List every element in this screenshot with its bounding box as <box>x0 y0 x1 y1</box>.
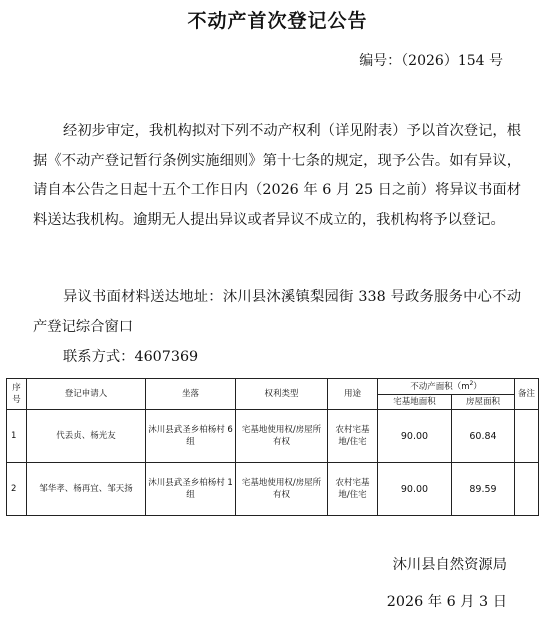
cell-land-area: 90.00 <box>378 463 452 516</box>
cell-applicant: 邹华孝、杨再宜、邹天扬 <box>27 463 146 516</box>
header-usage: 用途 <box>328 379 378 410</box>
cell-seq: 1 <box>7 410 27 463</box>
cell-location: 沐川县武圣乡柏杨村 1 组 <box>146 463 236 516</box>
notice-paragraph-main: 经初步审定，我机构拟对下列不动产权利（详见附表）予以首次登记，根据《不动产登记暂行条例实施细则》第十七条的规定，现予公告。如有异议，请自本公告之日起十五个工作日内（2026 年 6 月 25 日之前）将异议书面材料送达我机构。逾期无人提出异议或者异议不成立的，我机构将予以登记。 <box>33 123 521 228</box>
cell-house-area: 60.84 <box>452 410 515 463</box>
cell-remark <box>515 410 539 463</box>
cell-right-type: 宅基地使用权/房屋所有权 <box>236 463 328 516</box>
registration-table <box>6 378 539 516</box>
header-area-unit-superscript: 2 <box>469 380 474 387</box>
cell-remark <box>515 463 539 516</box>
header-right-type: 权利类型 <box>236 379 328 410</box>
objection-address-paragraph: 异议书面材料送达地址：沐川县沐溪镇梨园街 338 号政务服务中心不动产登记综合窗口 <box>33 289 521 335</box>
header-seq: 序号 <box>7 379 27 410</box>
cell-land-area: 90.00 <box>378 410 452 463</box>
header-remark: 备注 <box>515 379 539 410</box>
header-area-group <box>378 379 515 395</box>
header-area-label: 不动产面积（m <box>410 381 470 392</box>
contact-phone: 4607369 <box>134 349 199 365</box>
document-number: 编号：（2026）154 号 <box>359 53 503 69</box>
contact-label: 联系方式： <box>63 349 135 365</box>
table-row <box>7 410 539 463</box>
cell-applicant: 代丢贞、杨光友 <box>27 410 146 463</box>
cell-seq: 2 <box>7 463 27 516</box>
cell-house-area: 89.59 <box>452 463 515 516</box>
cell-usage: 农村宅基地/住宅 <box>328 463 378 516</box>
header-land-area: 宅基地面积 <box>378 395 452 410</box>
issue-date: 2026 年 6 月 3 日 <box>386 594 507 610</box>
notice-title: 不动产首次登记公告 <box>187 10 368 32</box>
cell-usage: 农村宅基地/住宅 <box>328 410 378 463</box>
issuing-organization: 沐川县自然资源局 <box>392 557 507 573</box>
header-house-area: 房屋面积 <box>452 395 515 410</box>
cell-location: 沐川县武圣乡柏杨村 6 组 <box>146 410 236 463</box>
header-applicant: 登记申请人 <box>27 379 146 410</box>
contact-line <box>63 346 198 366</box>
table-row <box>7 463 539 516</box>
cell-right-type: 宅基地使用权/房屋所有权 <box>236 410 328 463</box>
header-location: 坐落 <box>146 379 236 410</box>
header-area-close: ） <box>473 381 482 392</box>
